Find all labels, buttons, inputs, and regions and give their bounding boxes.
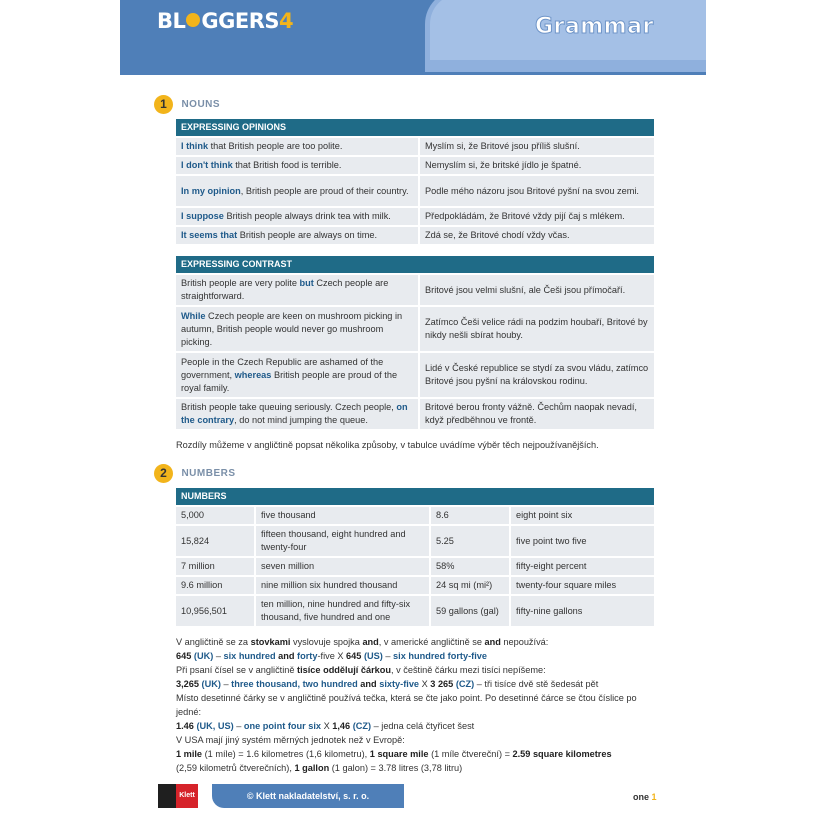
section-1-note: Rozdíly můžeme v angličtině popsat několika způsoby, v tabulce uvádíme výběr těch nejpoužívanějších. xyxy=(176,440,599,450)
table-row: 5,000 five thousand 8.6 eight point six xyxy=(176,507,654,524)
table-row: I think that British people are too polite. Myslím si, že Britové jsou příliš slušní. xyxy=(176,138,654,155)
section-title: Grammar xyxy=(535,14,654,39)
table-row: British people are very polite but Czech people are straightforward. Britové jsou velmi slušní, ale Češi jsou přímočaří. xyxy=(176,275,654,305)
text-line: V USA mají jiný systém měrných jednotek než v Evropě: xyxy=(176,735,405,745)
section-heading-text: NUMBERS xyxy=(181,468,236,479)
text-line: 3,265 (UK) – three thousand, two hundred and sixty-five X 3 265 (CZ) – tři tisíce dvě stě šedesát pět xyxy=(176,679,599,689)
table-row: It seems that British people are always on time. Zdá se, že Britové chodí vždy včas. xyxy=(176,227,654,244)
numbers-explanation xyxy=(176,635,656,775)
text-line: 1.46 (UK, US) – one point four six X 1,46 (CZ) – jedna celá čtyřicet šest xyxy=(176,721,475,731)
table-row: 7 million seven million 58% fifty-eight percent xyxy=(176,558,654,575)
opinions-table xyxy=(176,117,654,246)
section-2-heading xyxy=(154,464,236,484)
table-heading: EXPRESSING CONTRAST xyxy=(176,256,654,273)
klett-logo xyxy=(158,784,198,808)
table-row: I suppose British people always drink tea with milk. Předpokládám, že Britové vždy pijí čaj s mlékem. xyxy=(176,208,654,225)
copyright-band: © Klett nakladatelství, s. r. o. xyxy=(212,784,404,808)
table-row: 15,824 fifteen thousand, eight hundred and twenty-four 5.25 five point two five xyxy=(176,526,654,556)
table-heading: EXPRESSING OPINIONS xyxy=(176,119,654,136)
page-number: one 1 xyxy=(633,792,657,802)
text-line: 645 (UK) – six hundred and forty-five X 645 (US) – six hundred forty-five xyxy=(176,651,487,661)
bloggers-logo: BL GGERS4 xyxy=(157,9,294,33)
text-line: Při psaní čísel se v angličtině tisíce oddělují čárkou, v češtině čárku mezi tisíci nepíšeme: xyxy=(176,665,546,675)
section-number-badge: 1 xyxy=(154,95,173,114)
contrast-table xyxy=(176,254,654,431)
section-number-badge: 2 xyxy=(154,464,173,483)
section-1-heading xyxy=(154,95,220,115)
table-row: While Czech people are keen on mushroom picking in autumn, British people would never go mushroom picking. Zatímco Češi velice rádi na podzim houbaří, Britové by nikdy nešli sbírat houby. xyxy=(176,307,654,351)
table-row: British people take queuing seriously. Czech people, on the contrary, do not mind jumping the queue. Britové berou fronty vážně. Čechům naopak nevadí, když předběhnou ve frontě. xyxy=(176,399,654,429)
table-row: People in the Czech Republic are ashamed of the government, whereas British people are proud of the royal family. Lidé v České republice se stydí za svou vládu, zatímco Britové jsou pyšní na královskou rodinu. xyxy=(176,353,654,397)
text-line: V angličtině se za stovkami vyslovuje spojka and, v americké angličtině se and nepoužívá: xyxy=(176,637,549,647)
table-row: I don't think that British food is terrible. Nemyslím si, že britské jídlo je špatné. xyxy=(176,157,654,174)
table-row: In my opinion, British people are proud of their country. Podle mého názoru jsou Britové pyšní na svou zemi. xyxy=(176,176,654,206)
text-line: 1 mile (1 míle) = 1.6 kilometres (1,6 kilometru), 1 square mile (1 míle čtvereční) = 2.59 square kilometres xyxy=(176,749,612,759)
table-row: 10,956,501 ten million, nine hundred and fifty-six thousand, five hundred and one 59 gallons (gal) fifty-nine gallons xyxy=(176,596,654,626)
text-line: (2,59 kilometrů čtverečních), 1 gallon (1 galon) = 3.78 litres (3,78 litru) xyxy=(176,763,463,773)
table-heading: NUMBERS xyxy=(176,488,654,505)
table-row: 9.6 million nine million six hundred thousand 24 sq mi (mi²) twenty-four square miles xyxy=(176,577,654,594)
klett-k-icon xyxy=(158,784,176,808)
play-icon xyxy=(186,13,200,27)
klett-brand: Klett xyxy=(176,784,198,808)
section-heading-text: NOUNS xyxy=(181,99,221,110)
numbers-table xyxy=(176,486,654,628)
text-line: Místo desetinné čárky se v angličtině používá tečka, která se čte jako point. Po desetinné čárce se čtou číslice po jedné: xyxy=(176,693,637,717)
